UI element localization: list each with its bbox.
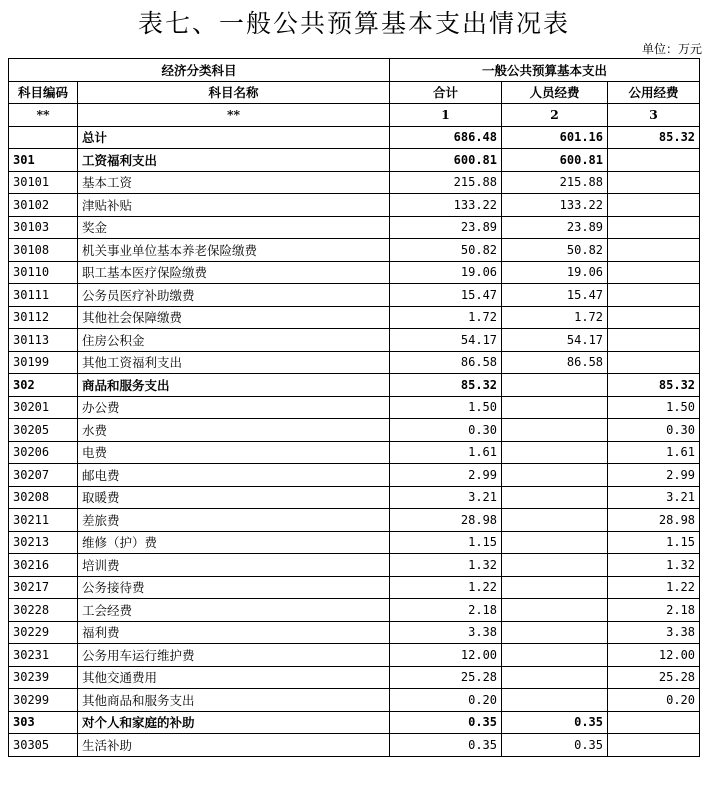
row-name-cell: 电费 bbox=[78, 441, 390, 464]
row-name-cell: 其他工资福利支出 bbox=[78, 351, 390, 374]
row-personnel-cell: 23.89 bbox=[502, 216, 608, 239]
row-total-cell: 1.32 bbox=[390, 554, 502, 577]
table-row bbox=[9, 734, 700, 757]
row-total-cell: 0.35 bbox=[390, 711, 502, 734]
row-name-cell: 津贴补贴 bbox=[78, 194, 390, 217]
row-public-cell: 1.61 bbox=[608, 441, 700, 464]
row-public-cell bbox=[608, 194, 700, 217]
table-row bbox=[9, 396, 700, 419]
row-public-cell: 3.38 bbox=[608, 621, 700, 644]
index-cell: ** bbox=[9, 104, 78, 127]
row-code-cell: 30112 bbox=[9, 306, 78, 329]
row-code-cell bbox=[9, 126, 78, 149]
row-name-cell: 商品和服务支出 bbox=[78, 374, 390, 397]
row-public-cell bbox=[608, 171, 700, 194]
table-row bbox=[9, 171, 700, 194]
row-total-cell: 1.72 bbox=[390, 306, 502, 329]
index-cell: ** bbox=[78, 104, 390, 127]
row-code-cell: 302 bbox=[9, 374, 78, 397]
row-public-cell: 1.15 bbox=[608, 531, 700, 554]
row-personnel-cell bbox=[502, 599, 608, 622]
header-public: 公用经费 bbox=[608, 81, 700, 104]
row-personnel-cell bbox=[502, 509, 608, 532]
row-code-cell: 30108 bbox=[9, 239, 78, 262]
row-public-cell: 3.21 bbox=[608, 486, 700, 509]
row-total-cell: 0.35 bbox=[390, 734, 502, 757]
table-row bbox=[9, 284, 700, 307]
row-name-cell: 工资福利支出 bbox=[78, 149, 390, 172]
row-personnel-cell: 50.82 bbox=[502, 239, 608, 262]
table-row bbox=[9, 374, 700, 397]
row-public-cell bbox=[608, 284, 700, 307]
row-personnel-cell: 86.58 bbox=[502, 351, 608, 374]
row-personnel-cell bbox=[502, 554, 608, 577]
row-name-cell: 基本工资 bbox=[78, 171, 390, 194]
row-personnel-cell bbox=[502, 374, 608, 397]
row-personnel-cell bbox=[502, 396, 608, 419]
row-code-cell: 30299 bbox=[9, 689, 78, 712]
table-row bbox=[9, 509, 700, 532]
table-row bbox=[9, 666, 700, 689]
row-total-cell: 54.17 bbox=[390, 329, 502, 352]
row-name-cell: 维修（护）费 bbox=[78, 531, 390, 554]
row-personnel-cell bbox=[502, 531, 608, 554]
row-public-cell: 25.28 bbox=[608, 666, 700, 689]
table-row bbox=[9, 576, 700, 599]
row-total-cell: 12.00 bbox=[390, 644, 502, 667]
row-total-cell: 0.30 bbox=[390, 419, 502, 442]
row-total-cell: 686.48 bbox=[390, 126, 502, 149]
row-personnel-cell bbox=[502, 486, 608, 509]
index-cell: 3 bbox=[608, 104, 700, 127]
row-name-cell: 总计 bbox=[78, 126, 390, 149]
row-name-cell: 其他商品和服务支出 bbox=[78, 689, 390, 712]
row-name-cell: 福利费 bbox=[78, 621, 390, 644]
row-total-cell: 133.22 bbox=[390, 194, 502, 217]
row-public-cell bbox=[608, 149, 700, 172]
table-row bbox=[9, 194, 700, 217]
row-code-cell: 30113 bbox=[9, 329, 78, 352]
group-header-row bbox=[9, 59, 700, 82]
row-name-cell: 培训费 bbox=[78, 554, 390, 577]
table-row bbox=[9, 126, 700, 149]
header-personnel: 人员经费 bbox=[502, 81, 608, 104]
column-header-row bbox=[9, 81, 700, 104]
row-public-cell: 28.98 bbox=[608, 509, 700, 532]
row-code-cell: 30205 bbox=[9, 419, 78, 442]
table-row bbox=[9, 351, 700, 374]
row-name-cell: 办公费 bbox=[78, 396, 390, 419]
row-public-cell: 0.20 bbox=[608, 689, 700, 712]
row-public-cell: 1.22 bbox=[608, 576, 700, 599]
row-total-cell: 600.81 bbox=[390, 149, 502, 172]
row-public-cell bbox=[608, 329, 700, 352]
row-personnel-cell: 54.17 bbox=[502, 329, 608, 352]
row-code-cell: 30111 bbox=[9, 284, 78, 307]
table-row bbox=[9, 554, 700, 577]
row-public-cell bbox=[608, 261, 700, 284]
table-row bbox=[9, 531, 700, 554]
row-personnel-cell bbox=[502, 644, 608, 667]
row-public-cell: 0.30 bbox=[608, 419, 700, 442]
row-personnel-cell bbox=[502, 441, 608, 464]
index-row bbox=[9, 104, 700, 127]
row-name-cell: 机关事业单位基本养老保险缴费 bbox=[78, 239, 390, 262]
row-total-cell: 3.21 bbox=[390, 486, 502, 509]
row-total-cell: 3.38 bbox=[390, 621, 502, 644]
row-personnel-cell bbox=[502, 576, 608, 599]
table-row bbox=[9, 689, 700, 712]
row-public-cell: 12.00 bbox=[608, 644, 700, 667]
row-code-cell: 30239 bbox=[9, 666, 78, 689]
row-personnel-cell bbox=[502, 666, 608, 689]
row-name-cell: 邮电费 bbox=[78, 464, 390, 487]
row-code-cell: 30206 bbox=[9, 441, 78, 464]
table-body bbox=[9, 126, 700, 756]
row-name-cell: 生活补助 bbox=[78, 734, 390, 757]
row-name-cell: 公务接待费 bbox=[78, 576, 390, 599]
index-cell: 1 bbox=[390, 104, 502, 127]
row-public-cell: 85.32 bbox=[608, 374, 700, 397]
row-total-cell: 25.28 bbox=[390, 666, 502, 689]
header-total: 合计 bbox=[390, 81, 502, 104]
row-total-cell: 1.15 bbox=[390, 531, 502, 554]
row-code-cell: 30211 bbox=[9, 509, 78, 532]
row-total-cell: 19.06 bbox=[390, 261, 502, 284]
row-code-cell: 30217 bbox=[9, 576, 78, 599]
header-general-budget: 一般公共预算基本支出 bbox=[390, 59, 700, 82]
row-personnel-cell bbox=[502, 621, 608, 644]
row-code-cell: 30199 bbox=[9, 351, 78, 374]
row-total-cell: 0.20 bbox=[390, 689, 502, 712]
row-public-cell: 1.50 bbox=[608, 396, 700, 419]
row-code-cell: 30305 bbox=[9, 734, 78, 757]
row-name-cell: 取暖费 bbox=[78, 486, 390, 509]
row-name-cell: 公务员医疗补助缴费 bbox=[78, 284, 390, 307]
row-code-cell: 30216 bbox=[9, 554, 78, 577]
row-public-cell bbox=[608, 351, 700, 374]
row-total-cell: 15.47 bbox=[390, 284, 502, 307]
row-code-cell: 30110 bbox=[9, 261, 78, 284]
table-row bbox=[9, 419, 700, 442]
table-row bbox=[9, 329, 700, 352]
table-row bbox=[9, 149, 700, 172]
row-code-cell: 30231 bbox=[9, 644, 78, 667]
row-name-cell: 住房公积金 bbox=[78, 329, 390, 352]
table-row bbox=[9, 216, 700, 239]
row-total-cell: 50.82 bbox=[390, 239, 502, 262]
table-row bbox=[9, 464, 700, 487]
row-public-cell bbox=[608, 306, 700, 329]
table-row bbox=[9, 486, 700, 509]
table-row bbox=[9, 599, 700, 622]
row-name-cell: 公务用车运行维护费 bbox=[78, 644, 390, 667]
row-code-cell: 30101 bbox=[9, 171, 78, 194]
row-code-cell: 30208 bbox=[9, 486, 78, 509]
row-code-cell: 30103 bbox=[9, 216, 78, 239]
row-code-cell: 30102 bbox=[9, 194, 78, 217]
row-personnel-cell: 0.35 bbox=[502, 734, 608, 757]
row-public-cell bbox=[608, 734, 700, 757]
row-personnel-cell bbox=[502, 419, 608, 442]
row-name-cell: 工会经费 bbox=[78, 599, 390, 622]
row-name-cell: 其他交通费用 bbox=[78, 666, 390, 689]
index-cell: 2 bbox=[502, 104, 608, 127]
row-public-cell: 85.32 bbox=[608, 126, 700, 149]
row-name-cell: 对个人和家庭的补助 bbox=[78, 711, 390, 734]
row-name-cell: 水费 bbox=[78, 419, 390, 442]
row-total-cell: 215.88 bbox=[390, 171, 502, 194]
unit-label: 单位：万元 bbox=[641, 42, 702, 56]
row-total-cell: 23.89 bbox=[390, 216, 502, 239]
row-code-cell: 30213 bbox=[9, 531, 78, 554]
header-economic-classification: 经济分类科目 bbox=[9, 59, 390, 82]
row-personnel-cell bbox=[502, 689, 608, 712]
table-row bbox=[9, 441, 700, 464]
row-public-cell: 2.18 bbox=[608, 599, 700, 622]
row-code-cell: 30229 bbox=[9, 621, 78, 644]
row-public-cell bbox=[608, 216, 700, 239]
table-row bbox=[9, 306, 700, 329]
row-code-cell: 301 bbox=[9, 149, 78, 172]
row-name-cell: 奖金 bbox=[78, 216, 390, 239]
row-personnel-cell: 601.16 bbox=[502, 126, 608, 149]
row-public-cell: 2.99 bbox=[608, 464, 700, 487]
row-code-cell: 30207 bbox=[9, 464, 78, 487]
table-row bbox=[9, 621, 700, 644]
row-public-cell bbox=[608, 239, 700, 262]
row-personnel-cell: 600.81 bbox=[502, 149, 608, 172]
row-personnel-cell: 0.35 bbox=[502, 711, 608, 734]
expenditure-table bbox=[8, 58, 700, 757]
header-code: 科目编码 bbox=[9, 81, 78, 104]
row-name-cell: 职工基本医疗保险缴费 bbox=[78, 261, 390, 284]
row-total-cell: 86.58 bbox=[390, 351, 502, 374]
row-total-cell: 1.22 bbox=[390, 576, 502, 599]
row-total-cell: 1.61 bbox=[390, 441, 502, 464]
table-row bbox=[9, 711, 700, 734]
row-total-cell: 28.98 bbox=[390, 509, 502, 532]
header-name: 科目名称 bbox=[78, 81, 390, 104]
row-total-cell: 2.99 bbox=[390, 464, 502, 487]
row-total-cell: 85.32 bbox=[390, 374, 502, 397]
row-code-cell: 30228 bbox=[9, 599, 78, 622]
page-title: 表七、一般公共预算基本支出情况表 bbox=[137, 9, 570, 38]
row-code-cell: 303 bbox=[9, 711, 78, 734]
row-personnel-cell: 15.47 bbox=[502, 284, 608, 307]
row-code-cell: 30201 bbox=[9, 396, 78, 419]
table-row bbox=[9, 261, 700, 284]
table-row bbox=[9, 239, 700, 262]
row-personnel-cell: 133.22 bbox=[502, 194, 608, 217]
row-public-cell: 1.32 bbox=[608, 554, 700, 577]
row-public-cell bbox=[608, 711, 700, 734]
row-total-cell: 1.50 bbox=[390, 396, 502, 419]
row-personnel-cell: 215.88 bbox=[502, 171, 608, 194]
row-total-cell: 2.18 bbox=[390, 599, 502, 622]
row-name-cell: 其他社会保障缴费 bbox=[78, 306, 390, 329]
table-row bbox=[9, 644, 700, 667]
row-personnel-cell bbox=[502, 464, 608, 487]
row-personnel-cell: 19.06 bbox=[502, 261, 608, 284]
row-name-cell: 差旅费 bbox=[78, 509, 390, 532]
row-personnel-cell: 1.72 bbox=[502, 306, 608, 329]
